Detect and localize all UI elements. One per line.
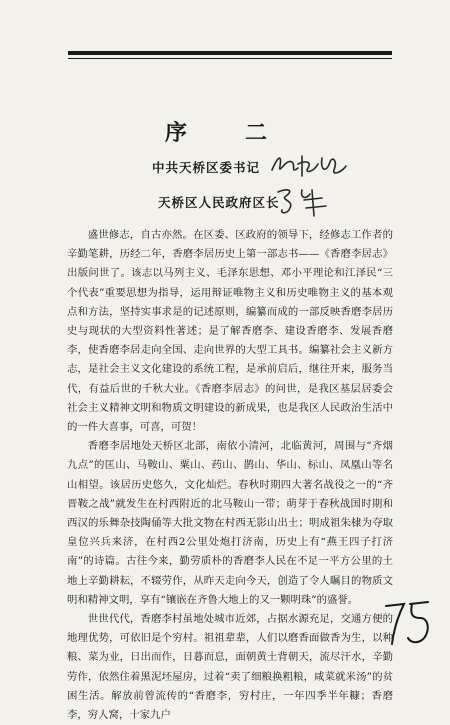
handwritten-signature-1 <box>268 150 348 180</box>
author-role-party-secretary: 中共天桥区委书记 <box>152 160 261 175</box>
page-title: 序 二 <box>164 120 285 146</box>
preface-body <box>67 226 393 725</box>
paragraph-2: 香磨李居地处天桥区北部，南依小清河，北临黄河，周围与“齐烟九点”的匡山、马鞍山、粟山、药山、鹊山、华山、标山、凤凰山等名山相望。该居历史悠久，文化灿烂。春秋时期四大著名战役之一的“齐晋鞍之战”就发生在村西附近的北马鞍山一带；萌芽于春秋战国时期和西汉的乐舞杂技陶俑等大批文物在村西无影山出土；明成祖朱棣为夺取皇位兴兵来济，在村西2公里处炮打济南，历史上有“燕王四子打济南”的诗篇。古往今来，勤劳质朴的香磨李人民在不足一平方公里的土地上辛勤耕耘，不辍劳作，从昨天走向今天，创造了令人瞩目的物质文明和精神文明，享有“镶嵌在齐鲁大地上的又一颗明珠”的盛誉。 <box>67 440 393 606</box>
handwritten-page-mark <box>382 598 434 648</box>
header-rule-thick <box>68 51 392 55</box>
handwritten-signature-2 <box>272 184 332 218</box>
author-role-district-head: 天桥区人民政府区长 <box>158 195 280 210</box>
paragraph-3: 世世代代，香磨李村虽地处城市近郊，占据水源充足，交通方便的地理优势，可依旧是个穷村。祖祖辈辈，人们以磨香面做香为生，以种粮、菜为业，日出而作，日暮而息，面朝黄土背朝天，流尽汗水，辛勤劳作，依然住着黑泥坯屋房，过着“卖了细粮换粗粮，咸菜就米汤”的贫困生活。解放前曾流传的“香磨李，穷村庄，一年四季半年糠；香磨李，穷人窝，十家九户 <box>67 613 393 722</box>
header-rule-thin <box>68 58 392 59</box>
paragraph-1: 盛世修志，自古亦然。在区委、区政府的领导下，经修志工作者的辛勤笔耕，历经二年，香磨李居历史上第一部志书——《香磨李居志》出版问世了。该志以马列主义、毛泽东思想、邓小平理论和江泽民“三个代表”重要思想为指导，运用辩证唯物主义和历史唯物主义的基本观点和方法，坚持实事求是的记述原则，编纂而成的一部反映香磨李居历史与现状的大型资料性著述；是了解香磨李、建设香磨李、发展香磨李，使香磨李居走向全国、走向世界的大型工具书。编纂社会主义新方志，是社会主义文化建设的系统工程，是承前启后，继往开来，服务当代，有益后世的千秋大业。《香磨李居志》的问世，是我区基层居委会社会主义精神文明和物质文明建设的新成果，也是我区人民政治生活中的一件大喜事，可喜，可贺！ <box>67 229 393 434</box>
